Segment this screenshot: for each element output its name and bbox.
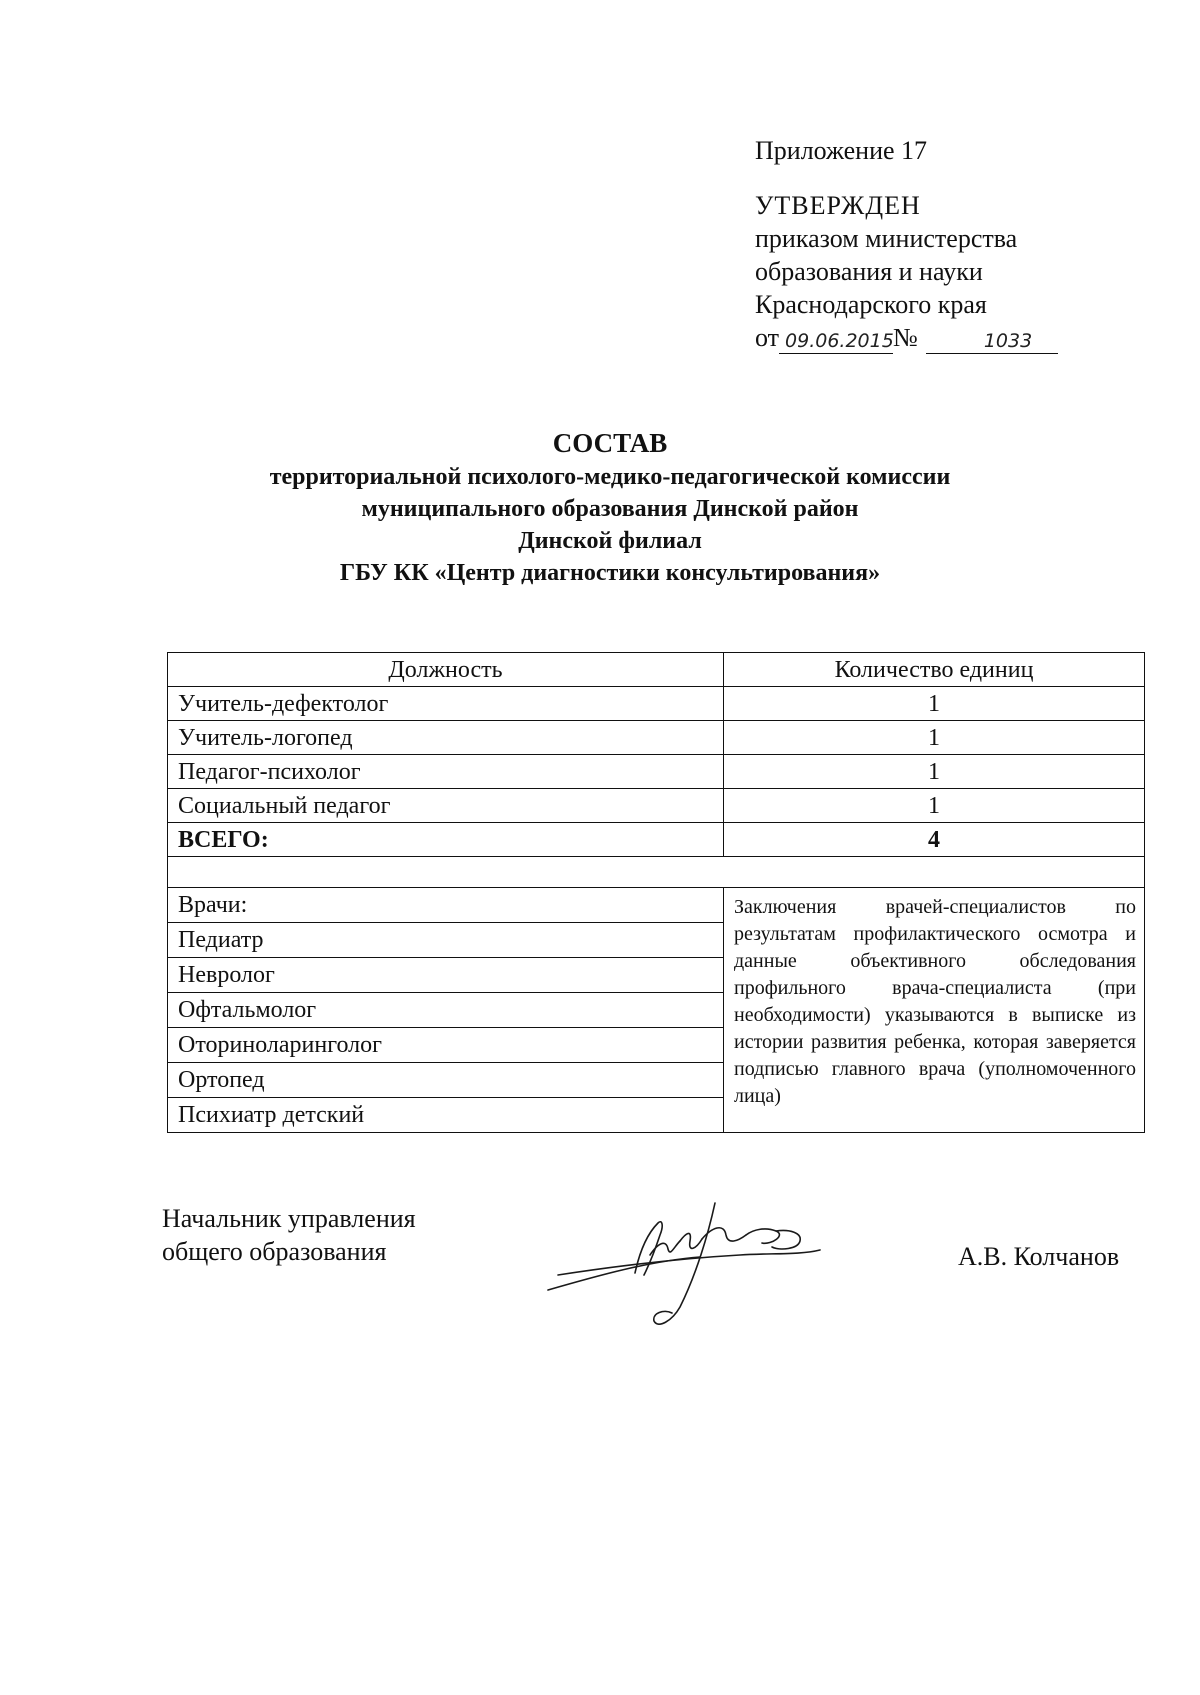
date-prefix: от	[755, 323, 780, 352]
approval-line-3: Краснодарского края	[755, 290, 987, 319]
signatory-position	[162, 1202, 416, 1268]
heading-line-1: территориальной психолого-медико-педагогической комиссии	[269, 464, 951, 490]
units-cell: 1	[724, 721, 1145, 755]
spacer-row	[168, 857, 1145, 888]
order-date-line	[755, 321, 1058, 354]
order-date: 09.06.2015	[779, 329, 893, 354]
position-cell: Педагог-психолог	[168, 755, 724, 789]
position-cell: Учитель-логопед	[168, 721, 724, 755]
header-units: Количество единиц	[724, 653, 1145, 687]
units-cell: 1	[724, 789, 1145, 823]
doctor-cell: Психиатр детский	[168, 1098, 724, 1133]
order-number: 1033	[926, 329, 1058, 354]
units-cell: 1	[724, 687, 1145, 721]
total-row	[168, 823, 1145, 857]
table-header-row	[168, 653, 1145, 687]
empty-cell	[168, 857, 1145, 888]
approval-line-2: образования и науки	[755, 257, 983, 286]
annex-label: Приложение 17	[755, 136, 928, 165]
total-value: 4	[724, 823, 1145, 857]
table-row	[168, 755, 1145, 789]
table-row	[168, 721, 1145, 755]
approved-label: УТВЕРЖДЕН	[755, 191, 921, 220]
doctors-header-row	[168, 888, 1145, 923]
position-cell: Учитель-дефектолог	[168, 687, 724, 721]
heading-line-3: Динской филиал	[518, 528, 702, 554]
handwritten-signature	[540, 1195, 830, 1340]
staff-table	[167, 652, 1145, 1133]
position-cell: Социальный педагог	[168, 789, 724, 823]
document-title: СОСТАВ	[552, 428, 668, 458]
doctor-cell: Невролог	[168, 958, 724, 993]
doctor-cell: Офтальмолог	[168, 993, 724, 1028]
number-label: №	[893, 323, 918, 352]
heading-line-2: муниципального образования Динской район	[361, 496, 859, 522]
units-cell: 1	[724, 755, 1145, 789]
doctors-note: Заключения врачей-специалистов по результатам профилактического осмотра и данные объективного обследования профильного врача-специалиста (при необходимости) указываются в выписке из истории развития ребенка, которая заверяется подписью главного врача (уполномоченного лица)	[724, 888, 1145, 1133]
doctors-header: Врачи:	[168, 888, 724, 923]
table-row	[168, 789, 1145, 823]
doctor-cell: Оториноларинголог	[168, 1028, 724, 1063]
approval-block	[755, 134, 1058, 354]
signatory-name: А.В. Колчанов	[958, 1242, 1120, 1271]
signatory-position-line-1: Начальник управления	[162, 1204, 416, 1233]
doctor-cell: Педиатр	[168, 923, 724, 958]
table-row	[168, 687, 1145, 721]
document-heading	[160, 425, 1060, 589]
doctor-cell: Ортопед	[168, 1063, 724, 1098]
header-position: Должность	[168, 653, 724, 687]
approval-line-1: приказом министерства	[755, 224, 1018, 253]
total-label: ВСЕГО:	[168, 823, 724, 857]
heading-line-4: ГБУ КК «Центр диагностики консультирования»	[339, 560, 881, 586]
signatory-position-line-2: общего образования	[162, 1237, 387, 1266]
